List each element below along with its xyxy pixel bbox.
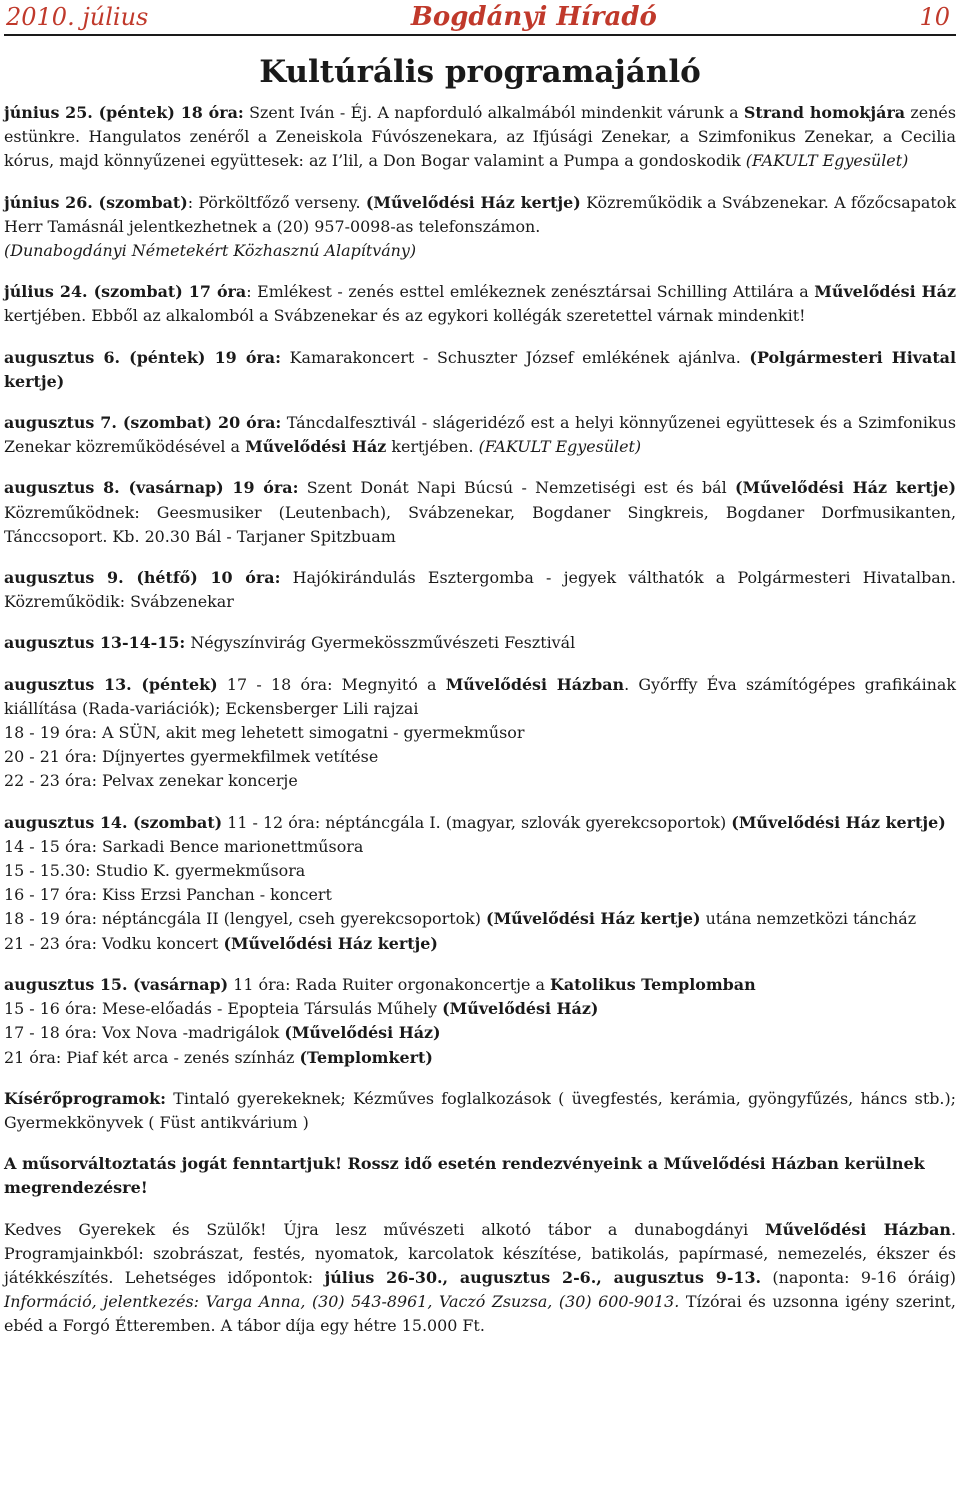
entry-date: június 25. (péntek) 18 óra: [4,103,244,122]
schedule-line: 15 - 16 óra: Mese-előadás - Epopteia Társulás Műhely (Művelődési Ház) [4,999,599,1019]
program-entry-july-24: július 24. (szombat) 17 óra: Emlékest - zenés esttel emlékeznek zenésztársai Schilling Attilára a Művelődési Ház kertjében. Ebből az alkalomból a Svábzenekar és az egykori kollégák szeretettel várnak mindenkit! [4,282,956,326]
program-entry-aug-6: augusztus 6. (péntek) 19 óra: Kamarakoncert - Schuszter József emlékének ajánlva. (Polgármesteri Hivatal kertje) [4,347,956,391]
program-entry-aug-8: augusztus 8. (vasárnap) 19 óra: Szent Donát Napi Búcsú - Nemzetiségi est és bál (Művelődési Ház kertje) Közreműködnek: Geesmusiker (Leutenbach), Svábzenekar, Bogdaner Singkreis, Bogdaner Dorfmusikanten, Tánccsoport. Kb. 20.30 Bál - Tarjaner Spitzbuam [4,478,956,546]
page-header [4,0,956,36]
program-entry-aug-13: augusztus 13. (péntek) 17 - 18 óra: Megnyitó a Művelődési Házban. Győrffy Éva számítógépes grafikáinak kiállítása (Rada-variációk); Eckensberger Lili rajzai 18 - 19 óra: A SÜN, akit meg lehetett simogatni - gyermekműsor 20 - 21 óra: Díjnyertes gyermekfilmek vetítése 22 - 23 óra: Pelvax zenekar koncerje [4,673,956,794]
program-entry-aug-7: augusztus 7. (szombat) 20 óra: Táncdalfesztivál - slágeridéző est a helyi könnyűzenei együttesek és a Szimfonikus Zenekar közreműködésével a Művelődési Ház kertjében. (FAKULT Egyesület) [4,413,956,457]
entry-date: augusztus 13-14-15: [4,633,186,653]
entry-date: augusztus 9. (hétfő) 10 óra: [4,568,281,588]
organizer: (FAKULT Egyesület) [745,151,909,171]
program-entry-festival: augusztus 13-14-15: Négyszínvirág Gyermekösszművészeti Fesztivál [4,633,576,653]
schedule-line: 20 - 21 óra: Díjnyertes gyermekfilmek vetítése [4,747,379,767]
program-entry-june-26: június 26. (szombat): Pörköltfőző verseny. (Művelődési Ház kertje) Közreműködik a Svábzenekar. A főzőcsapatok Herr Tamásnál jelentkezhetnek a (20) 957-0098-as telefonszámon. (Dunabogdányi Németekért Közhasznú Alapítvány) [4,191,956,264]
art-camp-announcement: Kedves Gyerekek és Szülők! Újra lesz művészeti alkotó tábor a dunabogdányi Művelődési Házban. Programjainkból: szobrászat, festés, nyomatok, karcolatok készítése, batikolás, papírmasé, nemezelés, ékszer és játékkészítés. Lehetséges időpontok: július 26-30., augusztus 2-6., augusztus 9-13. (naponta: 9-16 óráig) Információ, jelentkezés: Varga Anna, (30) 543-8961, Vaczó Zsuzsa, (30) 600-9013. Tízórai és uzsonna igény szerint, ebéd a Forgó Étteremben. A tábor díja egy hétre 15.000 Ft. [4,1220,956,1336]
schedule-line: 17 - 18 óra: Vox Nova -madrigálok (Művelődési Ház) [4,1023,441,1043]
schedule-line: 18 - 19 óra: néptáncgála II (lengyel, cseh gyerekcsoportok) (Művelődési Ház kertje) utána nemzetközi táncház [4,909,917,929]
side-programs: Kísérőprogramok: Tintaló gyerekeknek; Kézműves foglalkozások ( üvegfestés, kerámia, gyöngyfűzés, háncs stb.); Gyermekkönyvek ( Füst antikvárium ) [4,1088,956,1132]
entry-date: augusztus 6. (péntek) 19 óra: [4,347,281,367]
entry-date: július 24. (szombat) 17 óra [4,282,247,302]
schedule-line: 15 - 15.30: Studio K. gyermekműsora [4,861,306,881]
schedule-line: 14 - 15 óra: Sarkadi Bence marionettműsora [4,836,364,856]
page-title: Kultúrális programajánló [259,54,701,90]
entry-date: augusztus 7. (szombat) 20 óra: [4,413,282,433]
publication-name: Bogdányi Híradó [410,2,657,32]
entry-date: augusztus 13. (péntek) [4,674,218,694]
program-entry-june-25: június 25. (péntek) 18 óra: Szent Iván - Éj. A napforduló alkalmából mindenkit várunk a Strand homokjára zenés estünkre. Hangulatos zenéről a Zeneiskola Fúvószenekara, az Ifjúsági Zenekar, a Szimfonikus Zenekar, a Cecilia kórus, majd könnyűzenei együttesek: az I’lil, a Don Bogar valamint a Pumpa a gondoskodik (FAKULT Egyesület) [4,103,956,171]
program-change-notice: A műsorváltoztatás jogát fenntartjuk! Rossz idő esetén rendezvényeink a Művelődési Házban kerülnek megrendezésre! [4,1154,925,1198]
entry-date: június 26. (szombat) [4,192,188,212]
schedule-line: 18 - 19 óra: A SÜN, akit meg lehetett simogatni - gyermekműsor [4,723,525,743]
organizer: (Dunabogdányi Németekért Közhasznú Alapítvány) [4,241,417,261]
schedule-line: 21 - 23 óra: Vodku koncert (Művelődési Ház kertje) [4,933,438,953]
schedule-line: 22 - 23 óra: Pelvax zenekar koncerje [4,771,298,791]
schedule-line: 21 óra: Piaf két arca - zenés színház (Templomkert) [4,1047,433,1067]
entry-date: augusztus 14. (szombat) [4,812,223,832]
contact-info: Információ, jelentkezés: Varga Anna, (30) 543-8961, Vaczó Zsuzsa, (30) 600-9013. [4,1292,680,1312]
entry-date: augusztus 15. (vasárnap) [4,974,229,994]
program-entry-aug-9: augusztus 9. (hétfő) 10 óra: Hajókirándulás Esztergomba - jegyek válthatók a Polgármesteri Hivatalban. Közreműködik: Svábzenekar [4,568,957,612]
entry-date: augusztus 8. (vasárnap) 19 óra: [4,478,299,498]
page-number: 10 [919,3,950,31]
schedule-line: 16 - 17 óra: Kiss Erzsi Panchan - koncert [4,885,332,905]
program-entry-aug-14: augusztus 14. (szombat) 11 - 12 óra: néptáncgála I. (magyar, szlovák gyerekcsoportok) (Művelődési Ház kertje) 14 - 15 óra: Sarkadi Bence marionettműsora 15 - 15.30: Studio K. gyermekműsora 16 - 17 óra: Kiss Erzsi Panchan - koncert 18 - 19 óra: néptáncgála II (lengyel, cseh gyerekcsoportok) (Művelődési Ház kertje) utána nemzetközi táncház 21 - 23 óra: Vodku koncert (Művelődési Ház kertje) [4,811,956,956]
organizer: (FAKULT Egyesület) [478,437,642,457]
program-entry-aug-15: augusztus 15. (vasárnap) 11 óra: Rada Ruiter orgonakoncertje a Katolikus Templomban 15 - 16 óra: Mese-előadás - Epopteia Társulás Műhely (Művelődési Ház) 17 - 18 óra: Vox Nova -madrigálok (Művelődési Ház) 21 óra: Piaf két arca - zenés színház (Templomkert) [4,973,956,1070]
side-programs-label: Kísérőprogramok: [4,1088,167,1108]
issue-date: 2010. július [6,3,149,31]
